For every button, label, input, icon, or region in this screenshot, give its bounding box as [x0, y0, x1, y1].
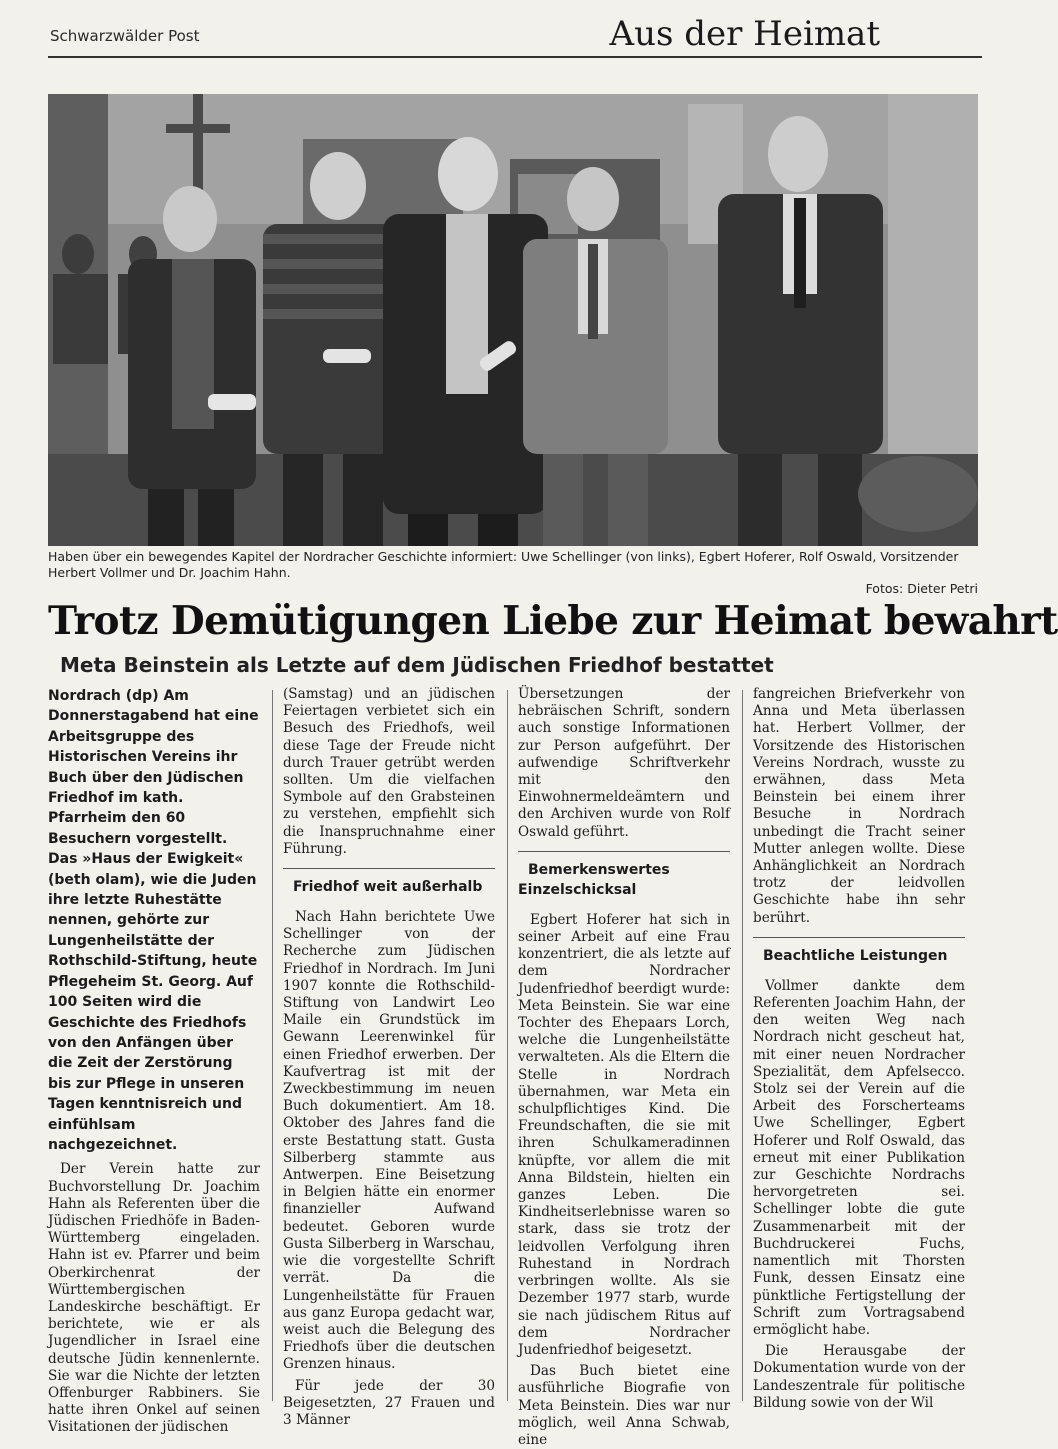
body-paragraph: (Samstag) und an jüdischen Feiertagen verbietet sich ein Besuch des Friedhofs, weil diese Tage der Freude nicht durch Trauer getrübt werden sollten. Um die vielfachen Symbole auf den Grabsteinen zu verstehen, empfiehlt sich die Inanspruchnahme einer Führung. — [283, 686, 495, 857]
newspaper-name: Schwarzwälder Post — [50, 27, 200, 45]
subheading: Bemerkenswertes Einzelschicksal — [518, 851, 730, 900]
column-divider — [272, 690, 273, 1401]
person-4 — [567, 167, 619, 231]
person-5 — [768, 116, 828, 192]
body-paragraph: Das Buch bietet eine ausführliche Biografie von Meta Beinstein. Dies war nur möglich, weil Anna Schwab, eine — [518, 1363, 730, 1448]
body-paragraph: fangreichen Briefverkehr von Anna und Meta überlassen hat. Herbert Vollmer, der Vorsitzende des Historischen Vereins Nordrach, wusste zu erwähnen, dass Meta Beinstein bei einem ihrer Besuche in Nordrach unbedingt die Tracht seiner Mutter anlegen wollte. Diese Anhänglichkeit an Nordrach trotz der leidvollen Geschichte habe ihn sehr berührt. — [753, 686, 965, 926]
headline: Trotz Demütigungen Liebe zur Heimat bewahrt — [48, 598, 1058, 644]
body-paragraph: Egbert Hoferer hat sich in seiner Arbeit auf eine Frau konzentriert, die als letzte auf dem Nordracher Judenfriedhof beerdigt wurde: Meta Beinstein. Sie war eine Tochter des Ehepaars Lorch, welche die Lungenheilstätte verwalteten. Als die Eltern die Stelle in Nordrach übernahmen, war Meta ein schulpflichtiges Kind. Die Freundschaften, die sie mit ihren Schulkameradinnen knüpfte, vor allem die mit Anna Bildstein, hielten ein ganzes Leben. Die Kindheitserlebnisse waren so stark, dass sie trotz der leidvollen Verfolgung ihren Ruhestand in Nordrach verbringen wollte. Als sie Dezember 1977 starb, wurde sie nach jüdischem Ritus auf dem Nordracher Judenfriedhof beigesetzt. — [518, 911, 730, 1358]
person-1 — [163, 186, 217, 252]
article-column-1 — [48, 686, 260, 1436]
subheading: Beachtliche Leistungen — [753, 937, 965, 966]
person-3 — [438, 137, 498, 211]
lead-paragraph: Nordrach (dp) Am Donnerstagabend hat eine Arbeitsgruppe des Historischen Vereins ihr Buch über den Jüdischen Friedhof im kath. Pfarrheim den 60 Besuchern vorgestellt. Das »Haus der Ewigkeit« (beth olam), wie die Juden ihre letzte Ruhestätte nennen, gehörte zur Lungenheilstätte der Rothschild-Stiftung, heute Pflegeheim St. Georg. Auf 100 Seiten wird die Geschichte des Friedhofs von den Anfängen über die Zeit der Zerstörung bis zur Pflege in unseren Tagen kenntnisreich und einfühlsam nachgezeichnet. — [48, 688, 259, 1153]
header-rule — [48, 56, 982, 58]
article-photo — [48, 94, 978, 546]
photo-credit: Fotos: Dieter Petri — [865, 581, 978, 596]
caption-text: Haben über ein bewegendes Kapitel der Nordracher Geschichte informiert: Uwe Schellinger (von links), Egbert Hoferer, Rolf Oswald, Vorsitzender Herbert Vollmer und Dr. Joachim Hahn. — [48, 549, 959, 580]
body-paragraph: Vollmer dankte dem Referenten Joachim Hahn, der den weiten Weg nach Nordrach nicht gescheut hat, mit einer neuen Nordracher Spezialität, dem Apfelsecco. Stolz sei der Verein auf die Arbeit des Forscherteams Uwe Schellinger, Egbert Hoferer und Rolf Oswald, das erneut mit einer Publikation zur Geschichte Nordrachs hervorgetreten sei. Schellinger lobte die gute Zusammenarbeit mit der Buchdruckerei Fuchs, namentlich mit Thorsten Funk, dessen Einsatz eine pünktliche Fertigstellung der Schrift zum Vortragsabend ermöglicht habe. — [753, 977, 965, 1338]
person-2 — [310, 152, 366, 220]
article-column-3 — [518, 686, 730, 1448]
subheading: Friedhof weit außerhalb — [283, 868, 495, 897]
body-paragraph: Der Verein hatte zur Buchvorstellung Dr. Joachim Hahn als Referenten über die Jüdischen Friedhöfe in Baden-Württemberg eingeladen. Hahn ist ev. Pfarrer und beim Oberkirchenrat der Württembergischen Landeskirche beschäftigt. Er berichtete, wie er als Jugendlicher in Israel eine deutsche Jüdin kennenlernte. Sie war die Nichte der letzten Offenburger Rabbiners. Sie hatte ihren Onkel auf seinen Visitationen der jüdischen — [48, 1161, 260, 1436]
subheadline: Meta Beinstein als Letzte auf dem Jüdischen Friedhof bestattet — [60, 653, 774, 677]
column-divider — [507, 690, 508, 1401]
section-title: Aus der Heimat — [609, 14, 880, 54]
body-paragraph: Für jede der 30 Beigesetzten, 27 Frauen und 3 Männer — [283, 1377, 495, 1428]
body-paragraph: Die Herausgabe der Dokumentation wurde von der Landeszentrale für politische Bildung sowie von der Wil — [753, 1343, 965, 1411]
photo-caption — [48, 549, 978, 597]
column-divider — [742, 690, 743, 1401]
body-paragraph: Übersetzungen der hebräischen Schrift, sondern auch sonstige Informationen zur Person aufgeführt. Der aufwendige Schriftverkehr mit den Einwohnermeldeämtern und den Archiven wurde von Rolf Oswald geführt. — [518, 686, 730, 840]
article-column-2 — [283, 686, 495, 1428]
body-paragraph: Nach Hahn berichtete Uwe Schellinger von der Recherche zum Jüdischen Friedhof in Nordrach. Im Juni 1907 konnte die Rothschild-Stiftung von Landwirt Leo Maile ein Grundstück im Gewann Leerenwinkel für einen Friedhof erwerben. Der Kaufvertrag ist mit der Zweckbestimmung im neuen Buch dokumentiert. Am 18. Oktober des Jahres fand die erste Bestattung statt. Gusta Silberberg stammte aus Antwerpen. Eine Beisetzung in Belgien hätte ein enormer finanzieller Aufwand bedeutet. Geboren wurde Gusta Silberberg in Warschau, wie die vorgestellte Schrift verrät. Da die Lungenheilstätte für Frauen aus ganz Europa gedacht war, weist auch die Belegung des Friedhofs über die deutschen Grenzen hinaus. — [283, 909, 495, 1373]
group-photo-illustration — [48, 94, 978, 546]
article-column-4 — [753, 686, 965, 1411]
